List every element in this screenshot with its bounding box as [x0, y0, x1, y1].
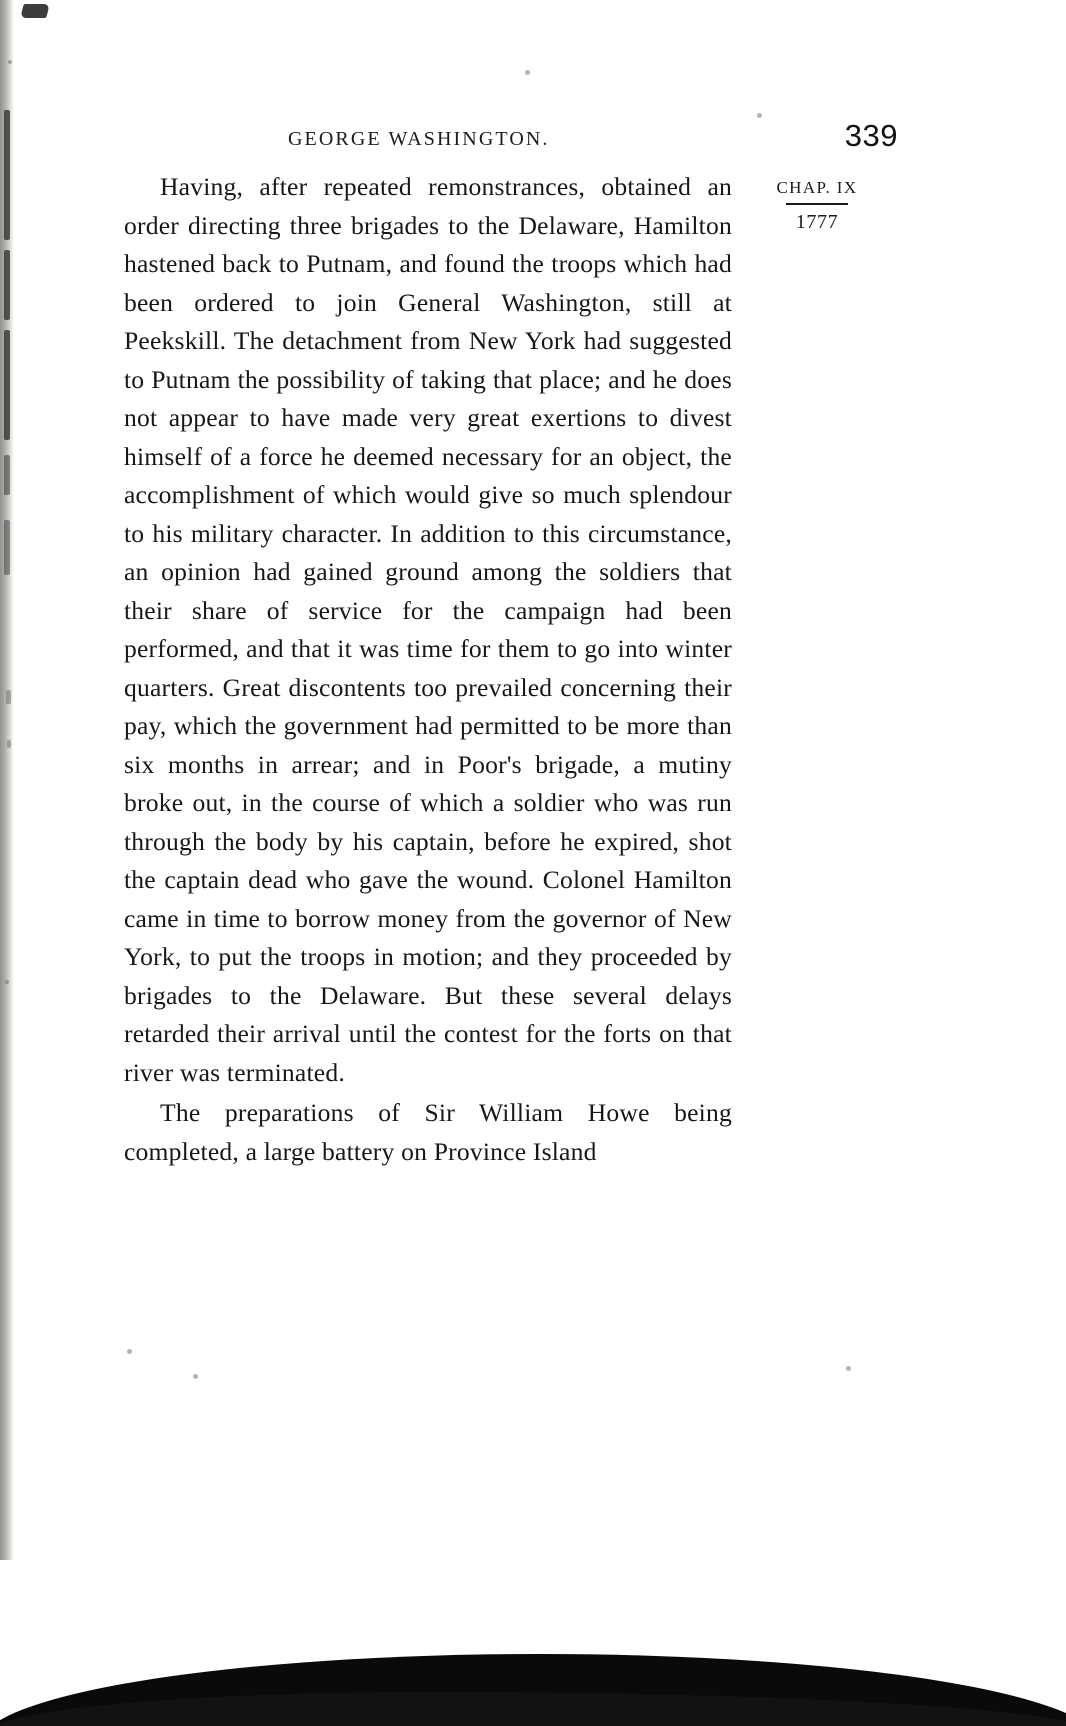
gutter-speckle	[4, 110, 10, 240]
scan-speck	[5, 980, 9, 984]
gutter-speckle	[4, 250, 10, 320]
page-corner-fold	[20, 4, 49, 18]
paragraph	[124, 1094, 732, 1171]
scan-speck	[6, 690, 11, 704]
scan-speck	[525, 70, 530, 75]
scan-speck	[127, 1349, 132, 1354]
paragraph-text: The preparations of Sir William Howe being completed, a large battery on Province Island	[124, 1098, 732, 1166]
running-head: GEORGE WASHINGTON.	[288, 128, 550, 150]
scan-speck	[846, 1366, 851, 1371]
gutter-speckle	[4, 330, 10, 440]
chapter-label: CHAP. IX	[776, 178, 858, 197]
scan-speck	[8, 60, 12, 64]
paragraph	[124, 168, 732, 1092]
gutter-speckle	[4, 520, 10, 575]
body-text-column	[124, 168, 732, 1171]
paragraph-text: Having, after repeated remonstrances, obtained an order directing three brigades to the Delaware, Hamilton hastened back to Putnam, and found the troops which had been ordered to join General Washington, still at Peekskill. The detachment from New York had suggested to Putnam the possibility of taking that place; and he does not appear to have made very great exertions to divest himself of a force he deemed necessary for an object, the accomplishment of which would give so much splendour to his military character. In addition to this circumstance, an opinion had gained ground among the soldiers that their share of service for the campaign had been performed, and that it was time for them to go into winter quarters. Great discontents too prevailed concerning their pay, which the government had permitted to be more than six months in arrear; and in Poor's brigade, a mutiny broke out, in the course of which a soldier who was run through the body by his captain, before he expired, shot the captain dead who gave the wound. Colonel Hamilton came in time to borrow money from the governor of New York, to put the troops in motion; and they proceeded by brigades to the Delaware. But these several delays retarded their arrival until the contest for the forts on that river was terminated.	[124, 172, 732, 1087]
gutter-speckle	[4, 455, 10, 495]
marginal-note	[747, 178, 887, 234]
scan-speck	[193, 1374, 198, 1379]
page-number: 339	[844, 118, 898, 153]
marginal-rule	[786, 203, 848, 205]
year-label: 1777	[795, 211, 839, 233]
scan-speck	[7, 740, 11, 748]
scan-speck	[757, 113, 762, 118]
